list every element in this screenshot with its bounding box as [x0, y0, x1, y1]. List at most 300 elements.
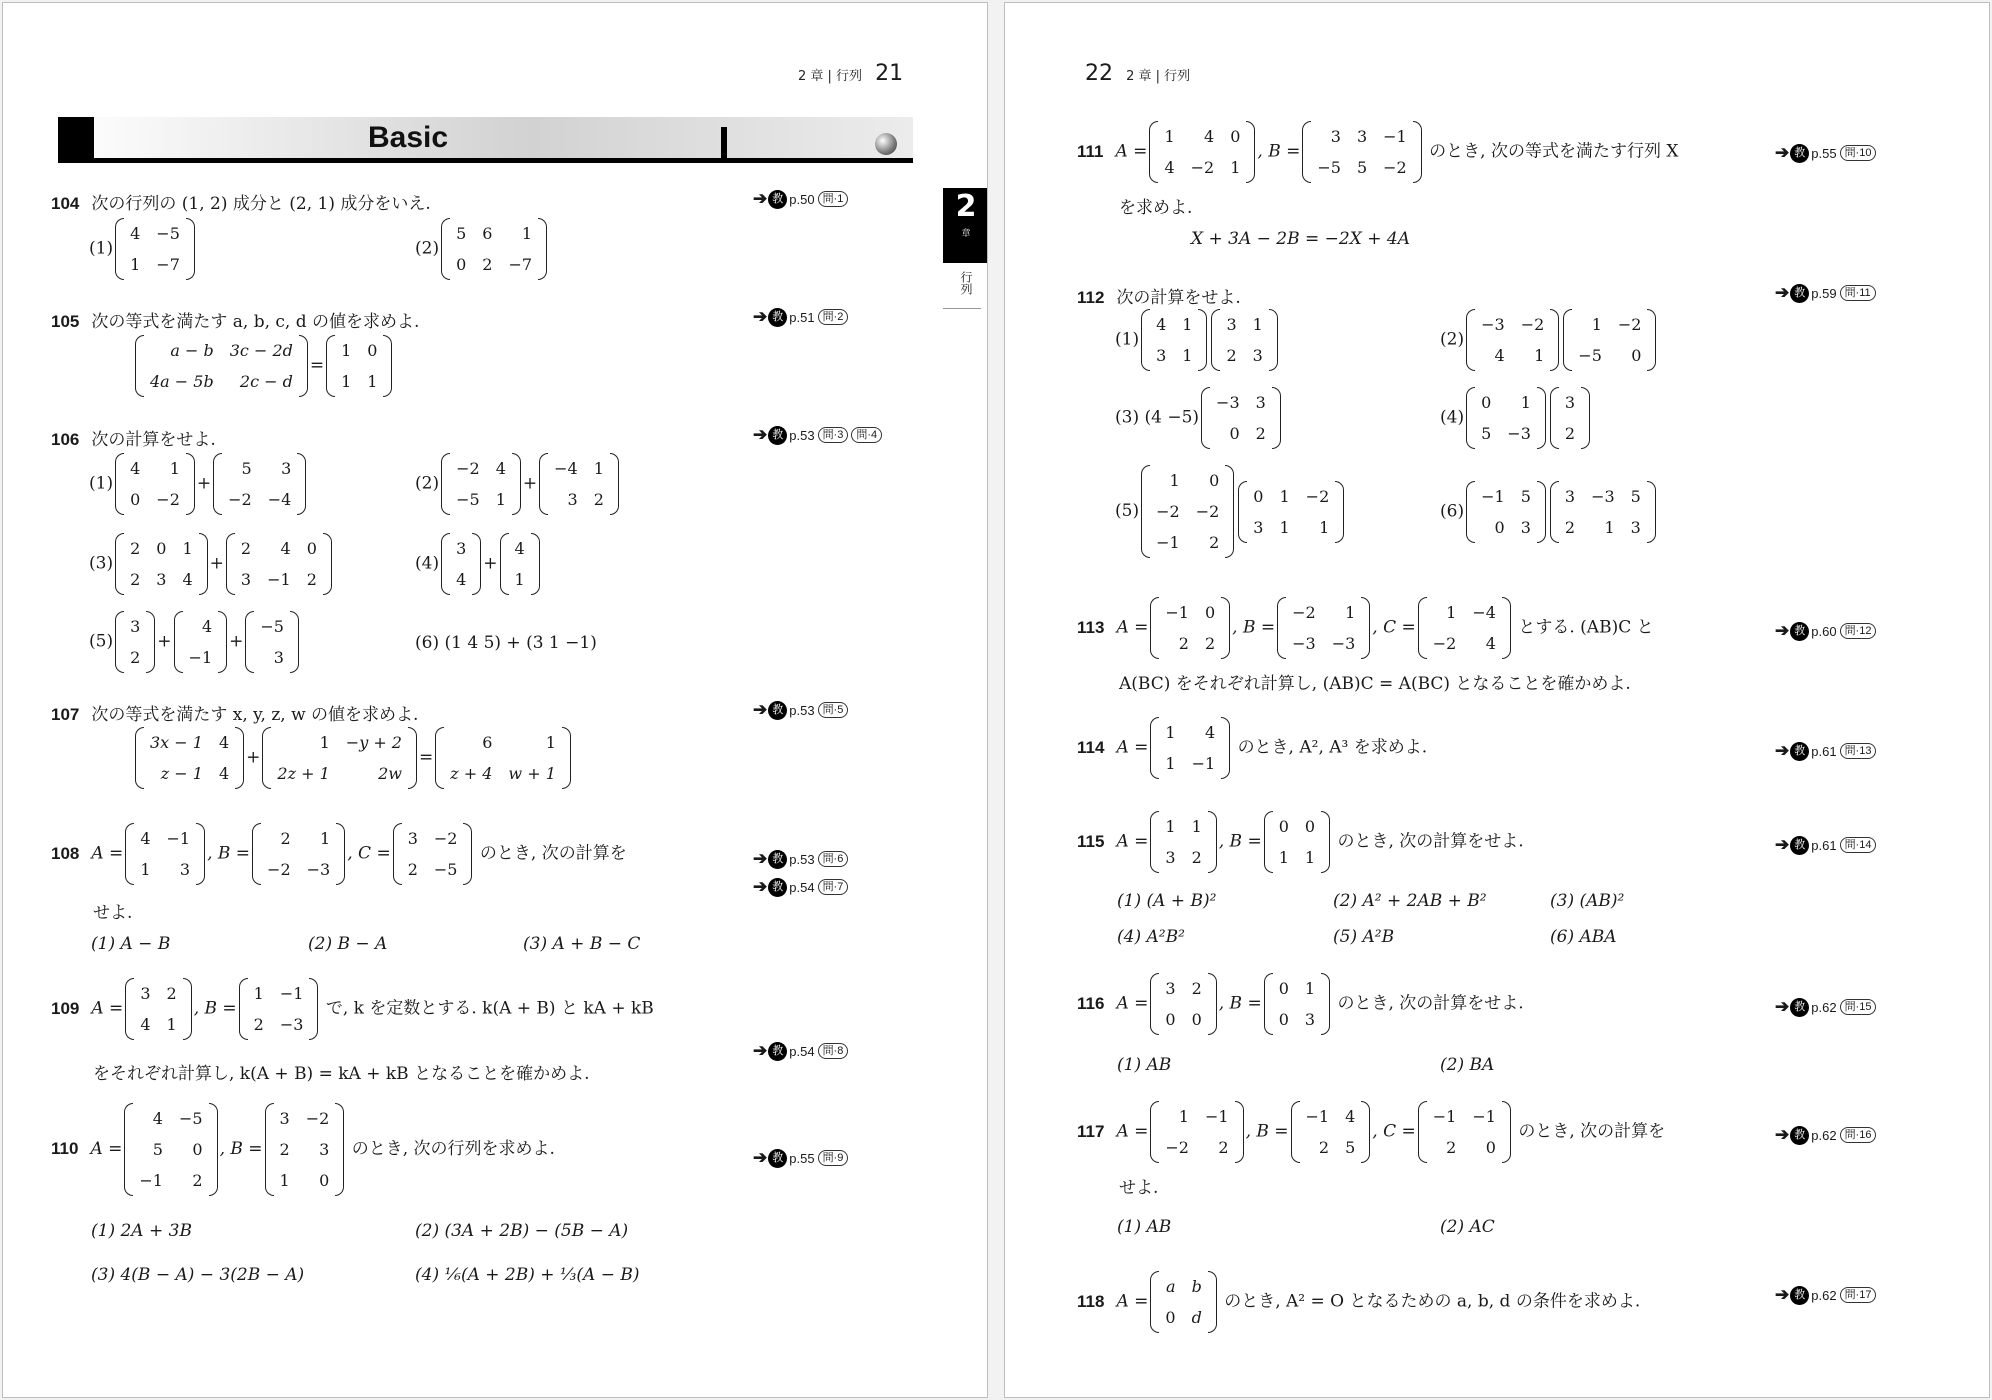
arrow-icon: ➔ — [753, 1148, 768, 1167]
matrix-cell: 3 — [1330, 127, 1341, 146]
matrix-cell: −4 — [554, 459, 578, 478]
textbook-icon: 教 — [768, 701, 787, 720]
arrow-icon: ➔ — [753, 700, 768, 719]
arrow-icon: ➔ — [753, 1041, 768, 1060]
matrix-cell: −7 — [508, 255, 533, 274]
matrix-cell: −1 — [1481, 487, 1505, 506]
ref-page: p.61 — [1811, 837, 1837, 853]
textbook-icon: 教 — [1790, 742, 1809, 761]
problem-110-2: (2) (3A + 2B) − (5B − A) — [415, 1221, 629, 1241]
matrix-cell: −4 — [267, 490, 292, 509]
ref-page: p.59 — [1811, 285, 1837, 301]
matrix-cell: 1 — [1169, 471, 1180, 490]
matrix-cell: −1 — [1383, 127, 1407, 146]
problem-115-4: (4) A²B² — [1117, 927, 1185, 947]
matrix-cell: −4 — [1472, 603, 1496, 622]
chapter-label: 2 章 | 行列 — [798, 69, 863, 84]
matrix — [1150, 717, 1230, 779]
ref-page: p.54 — [789, 879, 815, 895]
matrix-cell: 2 — [253, 1015, 264, 1034]
chapter-tab-suffix: 章 — [961, 229, 971, 239]
matrix-cell: −5 — [1578, 346, 1602, 365]
matrix-cell: 2 — [192, 1171, 203, 1190]
textbook-icon: 教 — [768, 426, 787, 445]
ref-page: p.61 — [1811, 743, 1837, 759]
matrix — [265, 1103, 345, 1196]
matrix-cell: −y + 2 — [345, 733, 402, 752]
textbook-ref — [1775, 835, 1876, 855]
textbook-ref — [1775, 621, 1876, 641]
matrix — [115, 533, 208, 595]
problem-116: 116 A = 3 2 0 0 , B = 0 1 0 3 のとき, 次の計算をせよ. — [1077, 973, 1524, 1035]
problem-106-1: (1) 4 1 0 −2 + 5 3 −2 −4 — [89, 453, 308, 515]
arrow-icon: ➔ — [753, 425, 768, 444]
matrix-cell: 3 — [156, 570, 167, 589]
matrix-cell: 1 — [166, 1015, 177, 1034]
matrix-cell: 1 — [1591, 315, 1602, 334]
matrix-cell: 3 — [130, 617, 141, 636]
matrix-cell: −3 — [279, 1015, 304, 1034]
matrix-cell: 2 — [1218, 1138, 1229, 1157]
question-tag: 問·16 — [1840, 1127, 1877, 1143]
matrix-cell: 3 — [179, 860, 191, 879]
matrix — [1466, 309, 1559, 371]
matrix-cell: −1 — [166, 829, 191, 848]
matrix-cell: 0 — [1278, 1010, 1289, 1029]
matrix-cell: 6 — [482, 733, 493, 752]
problem-117-cont: せよ. — [1119, 1178, 1159, 1198]
textbook-icon: 教 — [1790, 622, 1809, 641]
textbook-icon: 教 — [1790, 284, 1809, 303]
matrix-cell: −2 — [1383, 158, 1407, 177]
matrix — [1264, 973, 1330, 1035]
matrix-cell: 1 — [253, 984, 264, 1003]
matrix-cell: 3 — [1564, 393, 1576, 412]
ref-page: p.53 — [789, 702, 815, 718]
page-number: 21 — [875, 61, 904, 86]
matrix — [1149, 121, 1255, 183]
matrix — [252, 823, 345, 885]
matrix-cell: 1 — [521, 224, 533, 243]
matrix-cell: 0 — [1481, 393, 1492, 412]
matrix-cell: 2 — [1209, 533, 1220, 552]
matrix — [245, 611, 299, 673]
matrix-cell: 5 — [1481, 424, 1492, 443]
matrix-cell: −2 — [267, 860, 291, 879]
matrix-cell: 0 — [456, 255, 467, 274]
matrix-cell: 0 — [319, 1171, 330, 1190]
matrix-cell: 0 — [1253, 486, 1264, 506]
problem-108-3: (3) A + B − C — [523, 934, 641, 954]
matrix — [1150, 597, 1230, 659]
matrix-cell: 2 — [130, 648, 141, 667]
matrix — [1150, 1271, 1216, 1333]
matrix — [213, 453, 306, 515]
problem-115-2: (2) A² + 2AB + B² — [1333, 891, 1487, 911]
matrix-cell: −1 — [1191, 754, 1216, 773]
matrix-cell: 1 — [1319, 517, 1330, 537]
matrix — [1550, 481, 1656, 543]
matrix-cell: 4 — [1485, 634, 1496, 653]
problem-111: 111 A = 1 4 0 4 −2 1 , B = 3 3 −1 −5 5 −2 のとき, 次の等式を満たす行列 X — [1077, 121, 1678, 183]
matrix-cell: 4 — [1204, 127, 1215, 146]
matrix-cell: 4 — [1494, 346, 1505, 365]
textbook-ref — [1775, 741, 1876, 761]
matrix-cell: −1 — [1165, 603, 1189, 622]
matrix-cell: 2 — [1446, 1138, 1457, 1157]
matrix-cell: −3 — [1292, 634, 1316, 653]
matrix-cell: 2 — [1564, 424, 1576, 443]
problem-112-2: (2) −3 −2 4 1 1 −2 −5 0 — [1440, 309, 1658, 371]
matrix-cell: 1 — [140, 860, 151, 879]
problem-117-1: (1) AB — [1117, 1217, 1172, 1237]
matrix-cell: 3 — [1226, 315, 1237, 334]
textbook-ref — [1775, 143, 1876, 163]
question-tag: 問·13 — [1840, 743, 1877, 759]
matrix — [1563, 309, 1656, 371]
matrix-cell: 2 — [1318, 1138, 1330, 1157]
problem-106-3: (3) 2 0 1 2 3 4 + 2 4 0 3 −1 2 — [89, 533, 334, 595]
problem-117: 117 A = 1 −1 −2 2 , B = −1 4 2 5 , C = −1 −1 2 0 のとき, 次の計算を — [1077, 1101, 1665, 1163]
matrix — [1150, 973, 1216, 1035]
problem-113: 113 A = −1 0 2 2 , B = −2 1 −3 −3 , C = 1 −4 −2 4 とする. (AB)C と — [1077, 597, 1654, 659]
textbook-icon: 教 — [768, 850, 787, 869]
arrow-icon: ➔ — [1775, 1125, 1790, 1144]
chapter-tab-label: 行列 — [959, 271, 973, 295]
matrix-cell: −3 — [1591, 487, 1615, 506]
matrix-cell: 1 — [1191, 817, 1202, 836]
matrix — [239, 978, 319, 1040]
matrix-cell: −2 — [1520, 315, 1545, 334]
matrix-cell: 2 — [593, 490, 604, 509]
matrix-cell: −5 — [433, 860, 458, 879]
matrix-cell: 4 — [495, 459, 506, 478]
matrix-cell: 2 — [1204, 634, 1216, 653]
arrow-icon: ➔ — [1775, 143, 1790, 162]
matrix-cell: 1 — [1230, 158, 1241, 177]
matrix — [115, 453, 195, 515]
matrix — [262, 727, 417, 789]
ref-page: p.55 — [789, 1150, 815, 1166]
matrix-cell: 2 — [130, 570, 141, 589]
problem-105: 105 次の等式を満たす a, b, c, d の値を求めよ. — [51, 312, 420, 332]
problem-111-cont: を求めよ. — [1119, 198, 1193, 218]
matrix — [226, 533, 332, 595]
matrix-cell: −2 — [1432, 634, 1457, 653]
matrix — [1211, 309, 1277, 371]
matrix-cell: 1 — [279, 1171, 290, 1190]
problem-115-5: (5) A²B — [1333, 927, 1395, 947]
textbook-icon: 教 — [768, 1149, 787, 1168]
problem-112-6: (6) −1 5 0 3 3 −3 5 2 1 3 — [1440, 481, 1658, 543]
question-tag: 問·15 — [1840, 999, 1877, 1015]
matrix-cell: 0 — [1165, 1308, 1176, 1327]
matrix-cell: −7 — [156, 255, 180, 274]
textbook-ref — [753, 189, 848, 209]
problem-112-4: (4) 0 1 5 −3 3 2 — [1440, 387, 1592, 449]
matrix — [1141, 465, 1234, 558]
matrix-cell: a — [1166, 1277, 1176, 1296]
ref-page: p.53 — [789, 427, 815, 443]
problem-115-6: (6) ABA — [1550, 927, 1617, 947]
question-tag: 問·9 — [818, 1150, 849, 1166]
matrix-cell: 3 — [407, 829, 418, 848]
arrow-icon: ➔ — [1775, 621, 1790, 640]
chapter-label: 2 章 | 行列 — [1126, 69, 1191, 84]
matrix-cell: −2 — [433, 829, 458, 848]
matrix — [125, 823, 205, 885]
matrix-cell: b — [1191, 1277, 1202, 1296]
matrix — [1150, 811, 1216, 873]
matrix-cell: 1 — [495, 490, 506, 509]
question-tag: 問·7 — [818, 879, 849, 895]
problem-107-eq: 3x − 1 4 z − 1 4 + 1 −y + 2 2z + 1 2w = 6 1 z + 4 w + 1 — [133, 727, 573, 789]
matrix — [441, 533, 481, 595]
matrix-cell: −1 — [279, 984, 304, 1003]
question-tag: 問·5 — [818, 702, 849, 718]
matrix-cell: 1 — [1165, 754, 1176, 773]
arrow-icon: ➔ — [1775, 835, 1790, 854]
matrix-cell: −1 — [1204, 1107, 1229, 1126]
problem-118: 118 A = a b 0 d のとき, A² = O となるための a, b, d の条件を求めよ. — [1077, 1271, 1640, 1333]
matrix-cell: 3 — [1156, 346, 1167, 365]
question-tag: 問·6 — [818, 851, 849, 867]
matrix — [174, 611, 228, 673]
matrix-cell: 3 — [273, 648, 284, 667]
problem-104-1: (1) 4 −5 1 −7 — [89, 218, 197, 280]
matrix-cell: 0 — [306, 539, 317, 558]
matrix-cell: −1 — [1472, 1107, 1496, 1126]
matrix-cell: 4 — [218, 764, 230, 783]
matrix-cell: 0 — [367, 341, 378, 360]
matrix-cell: 1 — [1520, 393, 1531, 412]
matrix-cell: 5 — [152, 1140, 163, 1159]
matrix — [1466, 481, 1546, 543]
problem-110-3: (3) 4(B − A) − 3(2B − A) — [91, 1265, 305, 1285]
textbook-ref — [1775, 1125, 1876, 1145]
matrix-cell: 1 — [341, 372, 352, 391]
textbook-icon: 教 — [1790, 1286, 1809, 1305]
matrix-cell: 3 — [279, 1109, 290, 1128]
matrix-cell: 1 — [1534, 346, 1545, 365]
textbook-icon: 教 — [768, 308, 787, 327]
matrix-cell: 1 — [320, 829, 331, 848]
matrix-cell: −5 — [178, 1109, 203, 1128]
matrix-cell: 5 — [241, 459, 252, 478]
matrix-cell: 3 — [319, 1140, 330, 1159]
matrix-cell: −2 — [1190, 158, 1215, 177]
matrix-cell: 4 — [280, 539, 291, 558]
matrix-cell: 1 — [1178, 1107, 1189, 1126]
matrix-cell: 3 — [1356, 127, 1368, 146]
matrix-cell: 2 — [407, 860, 418, 879]
matrix-cell: 3 — [1252, 346, 1263, 365]
problem-115-3: (3) (AB)² — [1550, 891, 1625, 911]
matrix-cell: 1 — [1165, 723, 1176, 742]
problem-115: 115 A = 1 1 3 2 , B = 0 0 1 1 のとき, 次の計算をせよ. — [1077, 811, 1524, 873]
arrow-icon: ➔ — [753, 189, 768, 208]
textbook-ref — [753, 700, 848, 720]
problem-109: 109 A = 3 2 4 1 , B = 1 −1 2 −3 で, k を定数とする. k(A + B) と kA + kB — [51, 978, 654, 1040]
matrix-cell: −1 — [1156, 533, 1180, 552]
matrix-cell: −2 — [456, 459, 480, 478]
matrix-cell: 4 — [1204, 723, 1216, 742]
matrix-cell: 5 — [1520, 487, 1531, 506]
matrix-cell: −2 — [1617, 315, 1642, 334]
problem-104-2: (2) 5 6 1 0 2 −7 — [415, 218, 549, 280]
matrix — [135, 727, 244, 789]
problem-115-1: (1) (A + B)² — [1117, 891, 1217, 911]
arrow-icon: ➔ — [753, 877, 768, 896]
problem-106-5: (5) 3 2 + 4 −1 + −5 3 — [89, 611, 301, 673]
matrix-cell: −2 — [1156, 502, 1180, 521]
page-header — [798, 61, 911, 86]
matrix-cell: 3x − 1 — [150, 733, 203, 752]
matrix-cell: −5 — [1317, 158, 1341, 177]
matrix-cell: 3 — [240, 570, 252, 589]
problem-114: 114 A = 1 4 1 −1 のとき, A², A³ を求めよ. — [1077, 717, 1427, 779]
matrix-cell: 3 — [1630, 518, 1641, 537]
matrix-cell: 1 — [1182, 346, 1193, 365]
problem-108-cont: せよ. — [93, 903, 133, 923]
matrix-cell: z − 1 — [160, 764, 203, 783]
matrix-cell: −2 — [228, 490, 252, 509]
matrix — [1291, 1101, 1371, 1163]
problem-116-2: (2) BA — [1440, 1055, 1495, 1075]
chapter-tab — [943, 188, 988, 263]
matrix-cell: −3 — [306, 860, 331, 879]
ref-page: p.62 — [1811, 999, 1837, 1015]
problem-112-5: (5) 1 0 −2 −2 −1 2 0 1 −2 3 1 1 — [1115, 465, 1346, 558]
matrix — [1418, 597, 1511, 659]
textbook-ref — [1775, 997, 1876, 1017]
matrix-cell: −1 — [188, 648, 213, 667]
matrix-cell: 0 — [156, 539, 167, 558]
matrix-cell: 2 — [1564, 518, 1576, 537]
matrix-cell: 2 — [130, 539, 141, 558]
matrix-cell: 3 — [456, 539, 467, 558]
matrix-cell: 2 — [166, 984, 177, 1003]
ref-page: p.51 — [789, 309, 815, 325]
problem-117-2: (2) AC — [1440, 1217, 1495, 1237]
matrix-cell: 1 — [182, 539, 193, 558]
matrix-cell: 4 — [456, 570, 467, 589]
matrix-cell: 3 — [1253, 517, 1264, 537]
matrix-cell: 4 — [152, 1109, 163, 1128]
matrix-cell: 3 — [140, 984, 151, 1003]
matrix-cell: −3 — [1331, 634, 1356, 653]
matrix-cell: 2z + 1 — [277, 764, 330, 783]
matrix — [115, 611, 155, 673]
sphere-icon — [875, 133, 897, 155]
ref-page: p.60 — [1811, 623, 1837, 639]
matrix-cell: 2 — [1255, 424, 1266, 443]
matrix-cell: 5 — [1345, 1138, 1356, 1157]
matrix-cell: z + 4 — [450, 764, 493, 783]
matrix — [1141, 309, 1207, 371]
problem-110-1: (1) 2A + 3B — [91, 1221, 192, 1241]
matrix-cell: 5 — [1630, 487, 1641, 506]
matrix — [1277, 597, 1370, 659]
problem-107: 107 次の等式を満たす x, y, z, w の値を求めよ. — [51, 705, 419, 725]
matrix-cell: 1 — [1165, 817, 1176, 836]
problem-110: 110 A = 4 −5 5 0 −1 2 , B = 3 −2 2 3 1 0 のとき, 次の行列を求めよ. — [51, 1103, 555, 1196]
matrix — [1264, 811, 1330, 873]
matrix-cell: 0 — [1494, 518, 1505, 537]
matrix-cell: 3 — [1165, 848, 1176, 867]
matrix-cell: w + 1 — [508, 764, 556, 783]
matrix-cell: 3 — [1520, 518, 1531, 537]
matrix-cell: 1 — [1279, 486, 1290, 506]
problem-112-1: (1) 4 1 3 1 3 1 2 3 — [1115, 309, 1280, 371]
matrix-cell: 2 — [1226, 346, 1237, 365]
matrix-cell: 2 — [240, 539, 252, 558]
matrix-cell: 0 — [192, 1140, 203, 1159]
textbook-icon: 教 — [768, 1042, 787, 1061]
matrix-cell: 0 — [1165, 1010, 1176, 1029]
page-header — [1077, 61, 1190, 86]
matrix-cell: 4 — [140, 1015, 151, 1034]
problem-108: 108 A = 4 −1 1 3 , B = 2 1 −2 −3 , C = 3 −2 2 −5 のとき, 次の計算を — [51, 823, 627, 885]
matrix-cell: 4 — [514, 539, 525, 558]
matrix — [441, 218, 547, 280]
matrix-cell: d — [1191, 1308, 1202, 1327]
matrix-cell: 3 — [1304, 1010, 1316, 1029]
question-tag: 問·11 — [1840, 285, 1876, 301]
matrix-cell: −5 — [260, 617, 284, 636]
problem-108-1: (1) A − B — [91, 934, 171, 954]
matrix-cell: −1 — [1432, 1107, 1457, 1126]
textbook-ref-2 — [753, 877, 848, 897]
matrix-cell: 3 — [281, 459, 292, 478]
section-title: Basic — [368, 121, 449, 154]
problem-106-2: (2) −2 4 −5 1 + −4 1 3 2 — [415, 453, 621, 515]
matrix-cell: 0 — [1304, 817, 1316, 836]
matrix-cell: 2 — [1178, 634, 1189, 653]
matrix-cell: 1 — [514, 570, 525, 589]
matrix-cell: 6 — [482, 224, 493, 243]
chapter-tab-number: 2 — [955, 189, 977, 224]
matrix-cell: 2 — [306, 570, 317, 589]
matrix-cell: 4a − 5b — [150, 372, 214, 391]
textbook-icon: 教 — [1790, 998, 1809, 1017]
matrix-cell: 1 — [1604, 518, 1615, 537]
matrix-cell: 1 — [169, 459, 180, 478]
matrix-cell: 4 — [140, 829, 151, 848]
matrix-cell: −2 — [305, 1109, 330, 1128]
ref-page: p.62 — [1811, 1287, 1837, 1303]
matrix-cell: 4 — [1345, 1107, 1356, 1126]
section-banner — [58, 117, 913, 163]
matrix-cell: 0 — [1278, 817, 1289, 836]
matrix-cell: −1 — [1305, 1107, 1330, 1126]
matrix-cell: 1 — [1446, 603, 1457, 622]
matrix-cell: 0 — [1230, 127, 1241, 146]
matrix-cell: 1 — [367, 372, 378, 391]
matrix — [125, 978, 191, 1040]
problem-116-1: (1) AB — [1117, 1055, 1172, 1075]
matrix-cell: 2 — [280, 829, 291, 848]
matrix-cell: 1 — [341, 341, 352, 360]
matrix-cell: a − b — [170, 341, 214, 360]
matrix-cell: −3 — [1216, 393, 1240, 412]
problem-106-6: (6) (1 4 5) + (3 1 −1) — [415, 633, 597, 653]
problem-105-eq: a − b 3c − 2d 4a − 5b 2c − d = 1 0 1 1 — [133, 335, 394, 397]
textbook-icon: 教 — [1790, 1126, 1809, 1145]
matrix — [500, 533, 540, 595]
matrix-cell: 2c − d — [239, 372, 293, 391]
arrow-icon: ➔ — [753, 307, 768, 326]
